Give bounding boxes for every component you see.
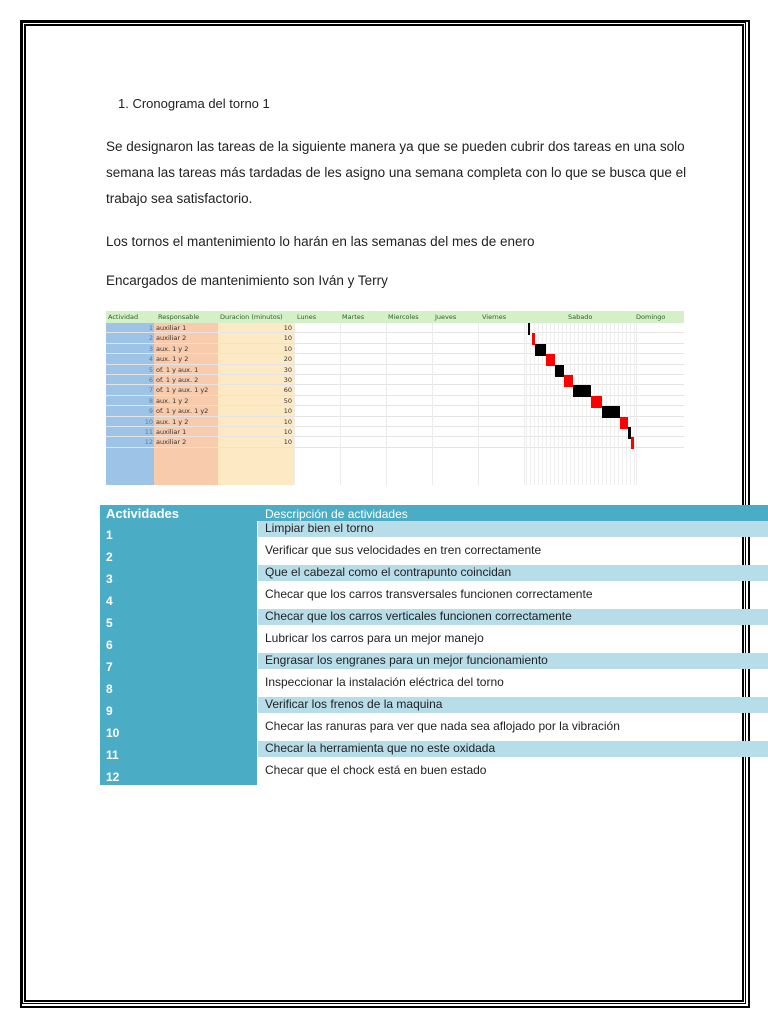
sheet-cell-duracion: 10 xyxy=(283,407,292,416)
sheet-cell-actividad: 10 xyxy=(144,417,153,426)
sheet-header-responsable: Responsable xyxy=(158,313,200,321)
sheet-header-row xyxy=(106,311,684,323)
activity-row xyxy=(100,719,768,741)
activity-number: 5 xyxy=(106,616,113,630)
sheet-grid-line xyxy=(340,323,341,485)
sheet-cell-responsable: auxiliar 2 xyxy=(156,334,187,343)
gantt-bar xyxy=(564,375,573,387)
sheet-grid-line xyxy=(562,323,563,485)
sheet-cell-responsable: auxiliar 1 xyxy=(156,324,187,332)
sheet-header-domingo: Domingo xyxy=(636,313,666,321)
sheet-cell-actividad: 4 xyxy=(148,355,153,364)
sheet-cell-duracion: 10 xyxy=(283,344,292,353)
activity-number-cell xyxy=(100,609,257,631)
sheet-grid-line xyxy=(610,323,611,485)
paragraph-description: Se designaron las tareas de la siguiente manera ya que se pueden cubrir dos tareas en una solo semana las tareas más tardadas de les asigno una semana completa con lo que se busca que el trabajo sea satisfactorio. xyxy=(106,139,687,206)
sheet-header-duracion: Duracion (minutos) xyxy=(220,313,283,321)
sheet-grid-line xyxy=(586,323,587,485)
sheet-cell-responsable: aux. 1 y 2 xyxy=(156,396,189,405)
activity-description: Verificar los frenos de la maquina xyxy=(258,697,768,713)
activity-number: 12 xyxy=(106,770,120,784)
paragraph-schedule: Los tornos el mantenimiento lo harán en las semanas del mes de enero xyxy=(106,234,535,249)
sheet-header-miercoles: Miercoles xyxy=(388,313,419,321)
activity-number-cell xyxy=(100,521,257,543)
sheet-cell-responsable: of. 1 y aux. 1 y2 xyxy=(156,386,209,395)
activity-row xyxy=(100,741,768,763)
activity-number: 6 xyxy=(106,638,113,652)
activity-number-cell xyxy=(100,741,257,763)
activity-number-cell xyxy=(100,631,257,653)
activities-table-header xyxy=(100,505,768,521)
activity-number-cell xyxy=(100,543,257,565)
sheet-cell-responsable: aux. 1 y 2 xyxy=(156,417,189,426)
sheet-grid-line xyxy=(630,323,631,485)
activity-row xyxy=(100,521,768,543)
activity-row xyxy=(100,675,768,697)
paragraph-responsibles: Encargados de mantenimiento son Iván y Terry xyxy=(106,273,388,288)
sheet-grid-line xyxy=(386,323,387,485)
sheet-grid-line xyxy=(578,323,579,485)
sheet-cell-duracion: 10 xyxy=(283,334,292,343)
activity-row xyxy=(100,653,768,675)
sheet-cell-duracion: 10 xyxy=(283,417,292,426)
activity-number: 9 xyxy=(106,704,113,718)
sheet-grid-line xyxy=(478,323,479,485)
activity-number: 11 xyxy=(106,748,119,762)
activity-number-cell xyxy=(100,697,257,719)
sheet-cell-duracion: 50 xyxy=(283,396,292,405)
activity-number: 10 xyxy=(106,726,120,740)
activity-row xyxy=(100,587,768,609)
gantt-bar xyxy=(591,396,602,408)
activity-row xyxy=(100,697,768,719)
activity-description: Checar la herramienta que no este oxidada xyxy=(258,741,768,757)
sheet-cell-actividad: 11 xyxy=(144,428,153,436)
activity-number-cell xyxy=(100,719,257,741)
gantt-bar xyxy=(535,344,546,356)
gantt-bar xyxy=(528,323,530,335)
sheet-cell-actividad: 8 xyxy=(148,396,153,405)
sheet-grid-line xyxy=(606,323,607,485)
sheet-cell-actividad: 5 xyxy=(148,365,153,374)
sheet-grid-line xyxy=(558,323,559,485)
sheet-cell-duracion: 60 xyxy=(283,386,292,395)
gantt-bar xyxy=(602,406,620,418)
sheet-cell-duracion: 10 xyxy=(283,428,292,436)
sheet-header-viernes: Viernes xyxy=(482,313,507,321)
header-actividades: Actividades xyxy=(106,506,179,521)
sheet-cell-duracion: 20 xyxy=(283,355,292,364)
header-descripcion: Descripción de actividades xyxy=(265,507,408,521)
activity-number: 8 xyxy=(106,682,113,696)
sheet-grid-line xyxy=(634,323,635,485)
activity-row xyxy=(100,565,768,587)
sheet-grid-line xyxy=(618,323,619,485)
sheet-grid-line xyxy=(614,323,615,485)
sheet-grid-line xyxy=(530,323,531,485)
sheet-grid-line xyxy=(570,323,571,485)
section-heading: 1. Cronograma del torno 1 xyxy=(118,96,270,111)
gantt-bar xyxy=(555,365,564,377)
activity-description: Limpiar bien el torno xyxy=(258,521,768,537)
sheet-grid-line xyxy=(622,323,623,485)
activity-row xyxy=(100,543,768,565)
sheet-header-sabado: Sabado xyxy=(568,313,593,321)
sheet-grid-line xyxy=(432,323,433,485)
sheet-header-jueves: Jueves xyxy=(435,313,457,321)
sheet-cell-duracion: 30 xyxy=(283,365,292,374)
sheet-cell-actividad: 1 xyxy=(148,324,153,332)
activity-number-cell xyxy=(100,565,257,587)
sheet-grid-line xyxy=(526,323,527,485)
activity-description: Checar que los carros verticales funcionen correctamente xyxy=(258,609,768,625)
activity-number: 1 xyxy=(106,528,113,542)
sheet-cell-duracion: 30 xyxy=(283,376,292,384)
activity-number: 2 xyxy=(106,550,113,564)
activity-description: Lubricar los carros para un mejor manejo xyxy=(265,631,484,645)
sheet-cell-responsable: of. 1 y aux. 1 xyxy=(156,365,199,374)
activity-row xyxy=(100,609,768,631)
activity-number: 3 xyxy=(106,572,113,586)
activity-description: Checar que los carros transversales funcionen correctamente xyxy=(265,587,593,601)
sheet-cell-actividad: 6 xyxy=(148,376,153,384)
sheet-cell-responsable: aux. 1 y 2 xyxy=(156,344,189,353)
activity-row xyxy=(100,763,768,785)
sheet-grid-line xyxy=(546,323,547,485)
sheet-cell-actividad: 3 xyxy=(148,344,153,353)
sheet-grid-line xyxy=(566,323,567,485)
sheet-cell-responsable: aux. 1 y 2 xyxy=(156,355,189,364)
activity-number-cell xyxy=(100,587,257,609)
activity-number: 4 xyxy=(106,594,113,608)
gantt-bar xyxy=(631,437,634,449)
sheet-grid-line xyxy=(626,323,627,485)
sheet-cell-responsable: auxiliar 1 xyxy=(156,428,187,436)
activity-row xyxy=(100,631,768,653)
activity-number: 7 xyxy=(106,660,113,674)
gantt-bar xyxy=(546,354,555,366)
sheet-header-martes: Martes xyxy=(342,313,365,321)
activity-description: Checar que el chock está en buen estado xyxy=(265,763,487,777)
sheet-header-lunes: Lunes xyxy=(297,313,317,321)
sheet-grid-line xyxy=(524,323,525,485)
sheet-cell-duracion: 10 xyxy=(283,324,292,332)
sheet-grid-line xyxy=(636,323,637,485)
sheet-cell-actividad: 12 xyxy=(144,438,153,447)
gantt-bar xyxy=(573,385,591,397)
sheet-cell-actividad: 9 xyxy=(148,407,153,416)
gantt-bar xyxy=(620,417,628,429)
activity-description: Verificar que sus velocidades en tren correctamente xyxy=(265,543,542,557)
activity-description: Inspeccionar la instalación eléctrica del torno xyxy=(265,675,504,689)
activity-number-cell xyxy=(100,653,257,675)
gantt-spreadsheet xyxy=(106,311,684,485)
sheet-cell-duracion: 10 xyxy=(283,438,292,447)
activity-number-cell xyxy=(100,763,257,785)
sheet-cell-responsable: of. 1 y aux. 1 y2 xyxy=(156,407,209,416)
sheet-cell-responsable: of. 1 y aux. 2 xyxy=(156,376,199,384)
activity-description: Engrasar los engranes para un mejor funcionamiento xyxy=(258,653,768,669)
sheet-grid-line xyxy=(294,323,295,485)
activity-number-cell xyxy=(100,675,257,697)
sheet-cell-actividad: 7 xyxy=(148,386,153,395)
sheet-grid-line xyxy=(582,323,583,485)
sheet-cell-responsable: auxiliar 2 xyxy=(156,438,187,447)
sheet-grid-line xyxy=(554,323,555,485)
sheet-header-actividad: Actividad xyxy=(108,313,139,321)
activity-description: Checar las ranuras para ver que nada sea aflojado por la vibración xyxy=(265,719,620,733)
sheet-grid-line xyxy=(602,323,603,485)
sheet-grid-line xyxy=(550,323,551,485)
activity-description: Que el cabezal como el contrapunto coincidan xyxy=(258,565,768,581)
sheet-cell-actividad: 2 xyxy=(148,334,153,343)
sheet-grid-line xyxy=(574,323,575,485)
